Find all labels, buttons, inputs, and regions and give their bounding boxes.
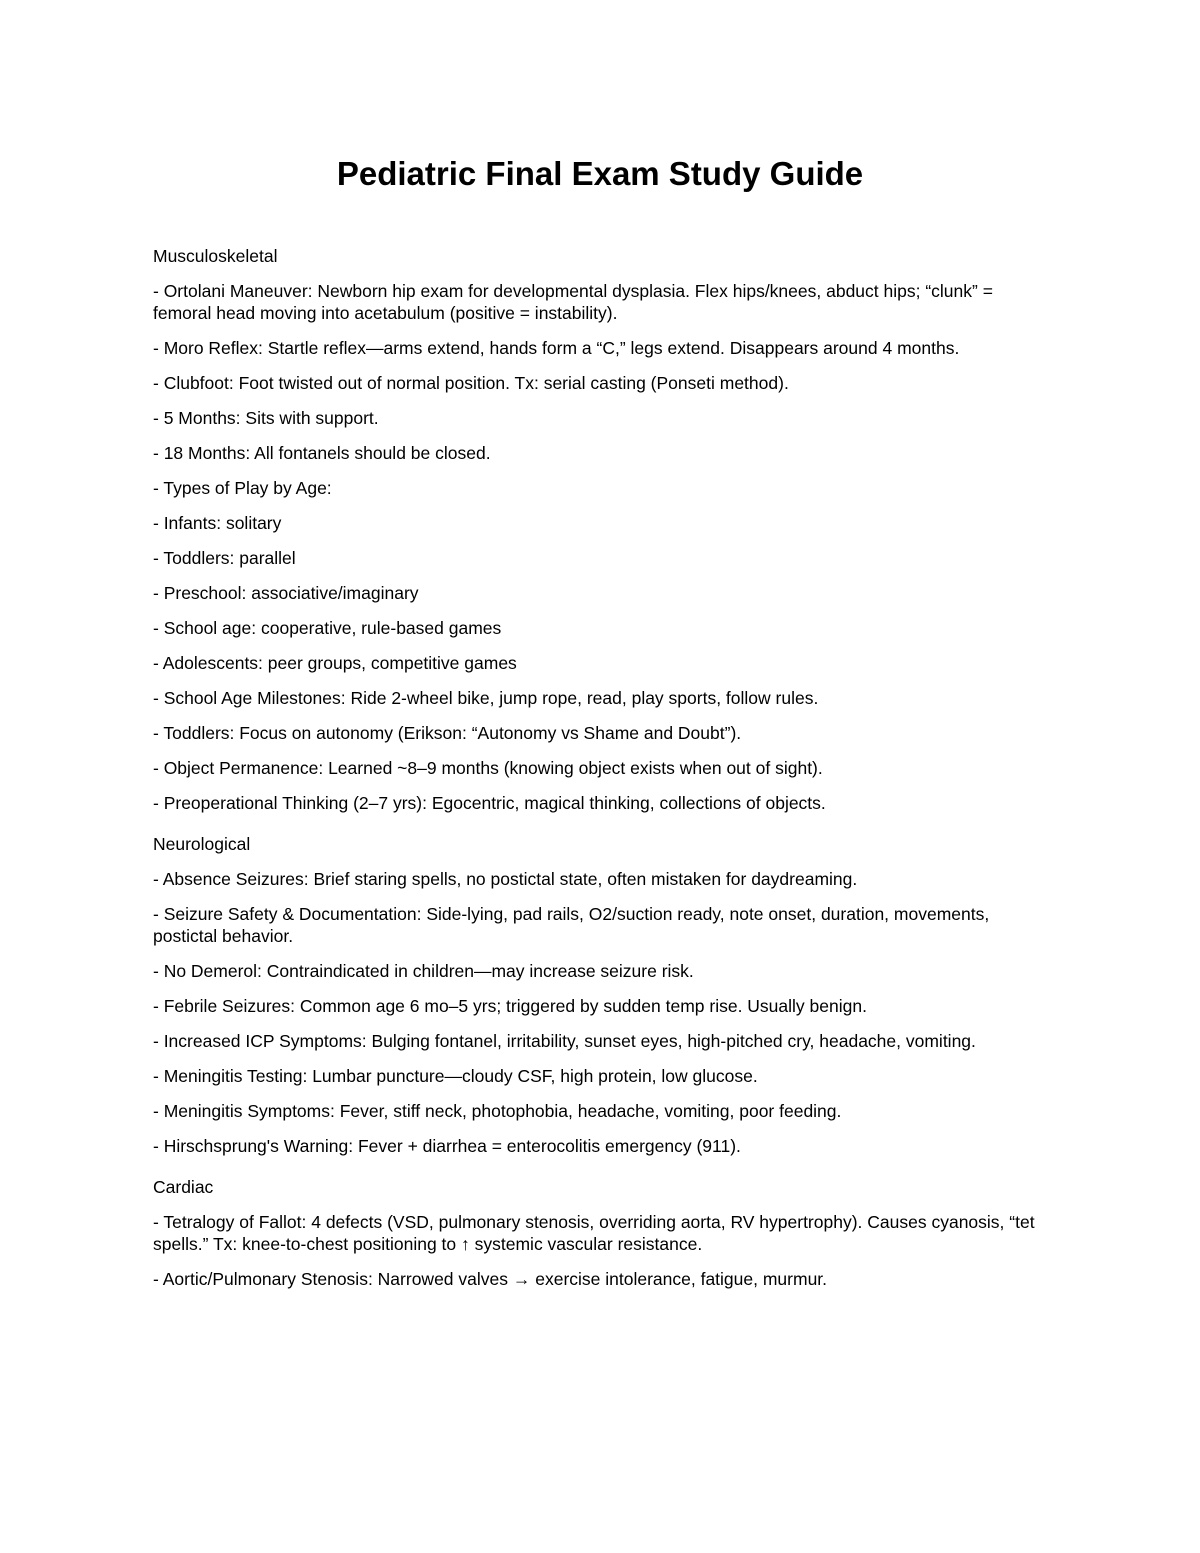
page-title: Pediatric Final Exam Study Guide xyxy=(336,155,864,192)
list-item: - Adolescents: peer groups, competitive games xyxy=(153,653,517,673)
list-item: - Toddlers: parallel xyxy=(153,548,296,568)
list-item: - Toddlers: Focus on autonomy (Erikson: “Autonomy vs Shame and Doubt”). xyxy=(153,723,742,743)
section-heading: Neurological xyxy=(153,834,251,854)
list-item: - Meningitis Symptoms: Fever, stiff neck, photophobia, headache, vomiting, poor feeding. xyxy=(153,1101,842,1121)
section-cardiac xyxy=(153,1176,1053,1290)
list-item: - 18 Months: All fontanels should be closed. xyxy=(153,443,491,463)
section-neurological xyxy=(153,833,1053,1157)
list-item: - Hirschsprung's Warning: Fever + diarrhea = enterocolitis emergency (911). xyxy=(153,1136,741,1156)
list-item: - Ortolani Maneuver: Newborn hip exam for developmental dysplasia. Flex hips/knees, abduct hips; “clunk” = femoral head moving into acetabulum (positive = instability). xyxy=(153,281,993,323)
list-item: - Object Permanence: Learned ~8–9 months (knowing object exists when out of sight). xyxy=(153,758,823,778)
list-item: - Absence Seizures: Brief staring spells, no postictal state, often mistaken for daydreaming. xyxy=(153,869,858,889)
list-item: - Types of Play by Age: xyxy=(153,478,332,498)
list-item: - Meningitis Testing: Lumbar puncture—cloudy CSF, high protein, low glucose. xyxy=(153,1066,758,1086)
list-item: - 5 Months: Sits with support. xyxy=(153,408,379,428)
list-item: - Tetralogy of Fallot: 4 defects (VSD, pulmonary stenosis, overriding aorta, RV hypertrophy). Causes cyanosis, “tet spells.” Tx: knee-to-chest positioning to ↑ systemic vascular resistance. xyxy=(153,1212,1035,1254)
list-item: - Preoperational Thinking (2–7 yrs): Egocentric, magical thinking, collections of objects. xyxy=(153,793,826,813)
list-item: - Clubfoot: Foot twisted out of normal position. Tx: serial casting (Ponseti method). xyxy=(153,373,789,393)
list-item: - Increased ICP Symptoms: Bulging fontanel, irritability, sunset eyes, high-pitched cry, headache, vomiting. xyxy=(153,1031,976,1051)
list-item: - Infants: solitary xyxy=(153,513,282,533)
list-item: - Aortic/Pulmonary Stenosis: Narrowed valves → exercise intolerance, fatigue, murmur. xyxy=(153,1269,828,1289)
section-musculoskeletal xyxy=(153,245,1053,814)
document-body xyxy=(153,245,1053,1303)
section-heading: Musculoskeletal xyxy=(153,246,278,266)
list-item: - School age: cooperative, rule-based games xyxy=(153,618,502,638)
section-heading: Cardiac xyxy=(153,1177,214,1197)
list-item: - No Demerol: Contraindicated in children—may increase seizure risk. xyxy=(153,961,694,981)
list-item: - School Age Milestones: Ride 2-wheel bike, jump rope, read, play sports, follow rules. xyxy=(153,688,819,708)
list-item: - Moro Reflex: Startle reflex—arms extend, hands form a “C,” legs extend. Disappears around 4 months. xyxy=(153,338,960,358)
list-item: - Seizure Safety & Documentation: Side-lying, pad rails, O2/suction ready, note onset, duration, movements, postictal behavior. xyxy=(153,904,990,946)
list-item: - Preschool: associative/imaginary xyxy=(153,583,419,603)
list-item: - Febrile Seizures: Common age 6 mo–5 yrs; triggered by sudden temp rise. Usually benign. xyxy=(153,996,867,1016)
